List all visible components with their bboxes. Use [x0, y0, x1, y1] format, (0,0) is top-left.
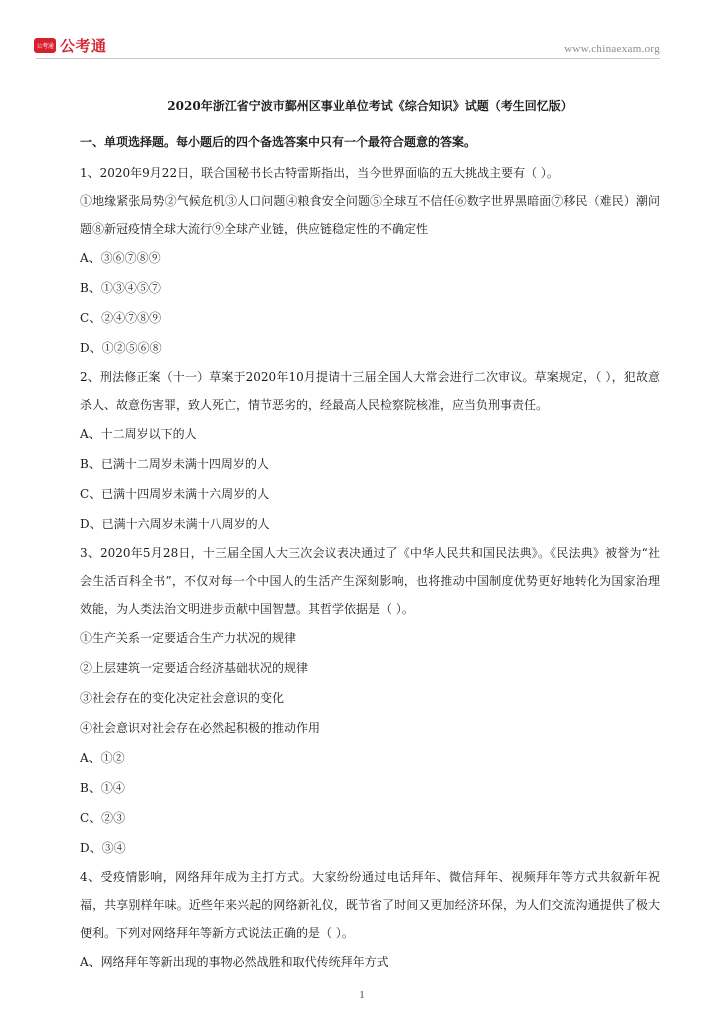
option-c: C、已满十四周岁未满十六周岁的人 [80, 487, 270, 501]
question-stem: 2、刑法修正案（十一）草案于2020年10月提请十三届全国人大常会进行二次审议。草案规定，（ ），犯故意杀人、故意伤害罪，致人死亡，情节恶劣的，经最高人民检察院核准，应当负刑事责任。 [80, 370, 660, 412]
document-body [80, 96, 660, 977]
question-1 [80, 159, 660, 363]
option-b: B、已满十二周岁未满十四周岁的人 [80, 457, 269, 471]
option-c: C、②④⑦⑧⑨ [80, 311, 162, 325]
option-a: A、③⑥⑦⑧⑨ [80, 251, 161, 265]
option-d: D、①②⑤⑥⑧ [80, 341, 162, 355]
question-stem: 4、受疫情影响，网络拜年成为主打方式。大家纷纷通过电话拜年、微信拜年、视频拜年等方式共叙新年祝福，共享别样年味。近些年来兴起的网络新礼仪，既节省了时间又更加经济环保，为人们交流沟通提供了极大便利。下列对网络拜年等新方式说法正确的是（ ）。 [80, 870, 660, 940]
statement-4: ④社会意识对社会存在必然起积极的推动作用 [80, 721, 321, 735]
page-number: 1 [359, 990, 365, 1001]
option-a: A、①② [80, 751, 125, 765]
option-a: A、网络拜年等新出现的事物必然战胜和取代传统拜年方式 [80, 955, 389, 969]
option-d: D、③④ [80, 841, 126, 855]
option-c: C、②③ [80, 811, 126, 825]
option-b: B、①④ [80, 781, 125, 795]
statement-2: ②上层建筑一定要适合经济基础状况的规律 [80, 661, 309, 675]
header-divider [36, 58, 660, 59]
statement-3: ③社会存在的变化决定社会意识的变化 [80, 691, 285, 705]
logo-text: 公考通 [60, 37, 107, 55]
site-url-link[interactable]: www.chinaexam.org [564, 43, 660, 55]
logo-badge-icon: 公考通 [34, 38, 56, 53]
question-stem: 1、2020年9月22日，联合国秘书长古特雷斯指出，当今世界面临的五大挑战主要有（ ）。 [80, 166, 559, 180]
option-d: D、已满十六周岁未满十八周岁的人 [80, 517, 270, 531]
question-items: ①地缘紧张局势②气候危机③人口问题④粮食安全问题⑤全球互不信任⑥数字世界黑暗面⑦移民（难民）潮问题⑧新冠疫情全球大流行⑨全球产业链，供应链稳定性的不确定性 [80, 194, 660, 236]
question-stem: 3、2020年5月28日，十三届全国人大三次会议表决通过了《中华人民共和国民法典》。《民法典》被誉为“社会生活百科全书”，不仅对每一个中国人的生活产生深刻影响，也将推动中国制度优势更好地转化为国家治理效能，为人类法治文明进步贡献中国智慧。其哲学依据是（ ）。 [80, 546, 660, 616]
option-b: B、①③④⑤⑦ [80, 281, 161, 295]
page-header [0, 0, 724, 62]
question-2 [80, 363, 660, 539]
statement-1: ①生产关系一定要适合生产力状况的规律 [80, 631, 297, 645]
document-title: 2020年浙江省宁波市鄞州区事业单位考试《综合知识》试题（考生回忆版） [167, 99, 573, 113]
brand-logo[interactable] [34, 35, 107, 56]
question-4 [80, 863, 660, 977]
question-3 [80, 539, 660, 863]
section-heading: 一、单项选择题。每小题后的四个备选答案中只有一个最符合题意的答案。 [80, 135, 477, 149]
option-a: A、十二周岁以下的人 [80, 427, 197, 441]
